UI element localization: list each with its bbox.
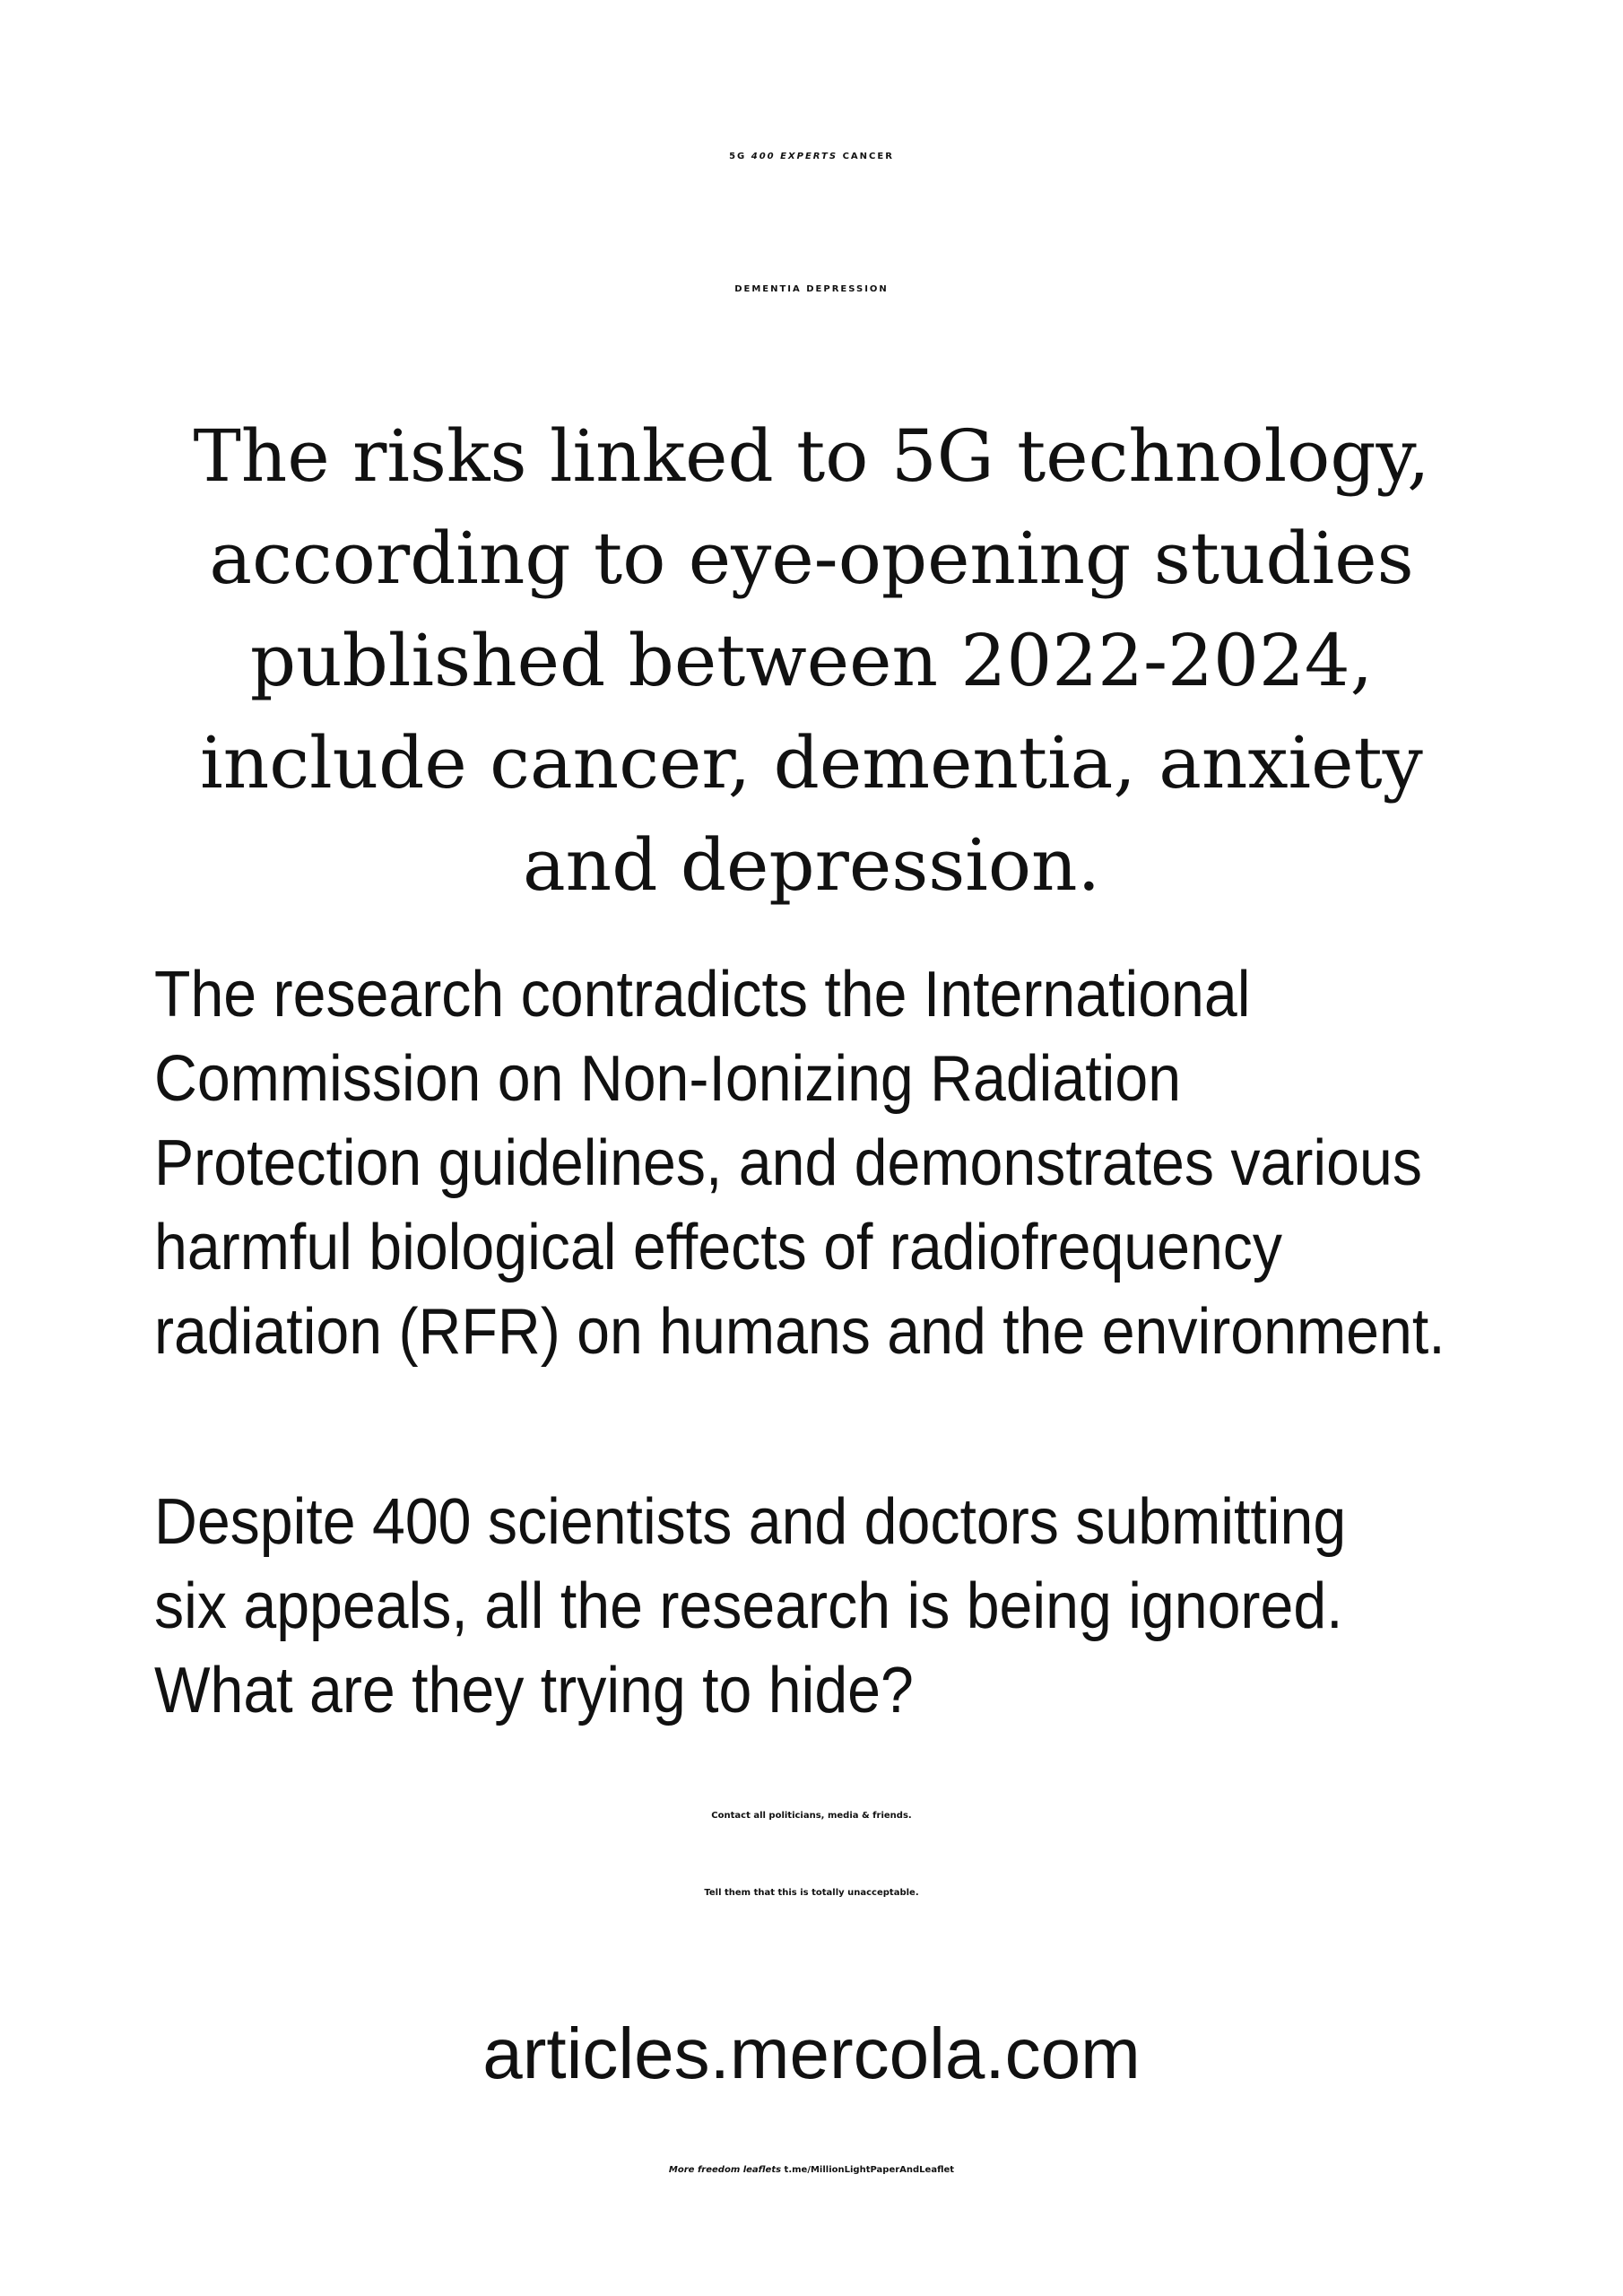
paragraph-appeals <box>154 1480 1490 1733</box>
footer-link[interactable]: t.me/MillionLightPaperAndLeaflet <box>784 2165 955 2175</box>
paragraph-research <box>154 952 1490 1374</box>
headline-400-experts: 400 EXPERTS <box>751 152 838 161</box>
paragraph-line: Protection guidelines, and demonstrates various <box>154 1127 1422 1199</box>
paragraph-line: Commission on Non-Ionizing Radiation <box>154 1043 1182 1115</box>
subhead-line: include cancer, dementia, anxiety <box>200 721 1423 804</box>
footer-label: More freedom leaflets <box>668 2165 782 2175</box>
paragraph-line: Despite 400 scientists and doctors submitting <box>154 1486 1347 1558</box>
headline-line-1 <box>0 152 1623 161</box>
call-to-action-line-2: Tell them that this is totally unacceptable. <box>704 1888 919 1898</box>
paragraph-line: The research contradicts the International <box>154 959 1251 1031</box>
call-to-action-line-1: Contact all politicians, media & friends. <box>711 1811 912 1821</box>
headline-cancer: CANCER <box>838 152 894 161</box>
footer <box>0 2166 1623 2175</box>
paragraph-line: radiation (RFR) on humans and the environment. <box>154 1296 1445 1368</box>
subhead-line: according to eye-opening studies <box>209 517 1414 600</box>
paragraph-line: harmful biological effects of radiofrequency <box>154 1212 1283 1283</box>
headline-line-2: DEMENTIA DEPRESSION <box>734 284 889 294</box>
source-url[interactable]: articles.mercola.com <box>482 2013 1141 2093</box>
subhead-line: published between 2022-2024, <box>249 619 1374 702</box>
headline-5g: 5G <box>729 152 751 161</box>
paragraph-line: six appeals, all the research is being ignored. <box>154 1570 1343 1642</box>
subheading <box>90 405 1533 917</box>
paragraph-line: What are they trying to hide? <box>154 1655 914 1726</box>
subhead-line: The risks linked to 5G technology, <box>193 414 1430 498</box>
subhead-line: and depression. <box>522 823 1101 907</box>
